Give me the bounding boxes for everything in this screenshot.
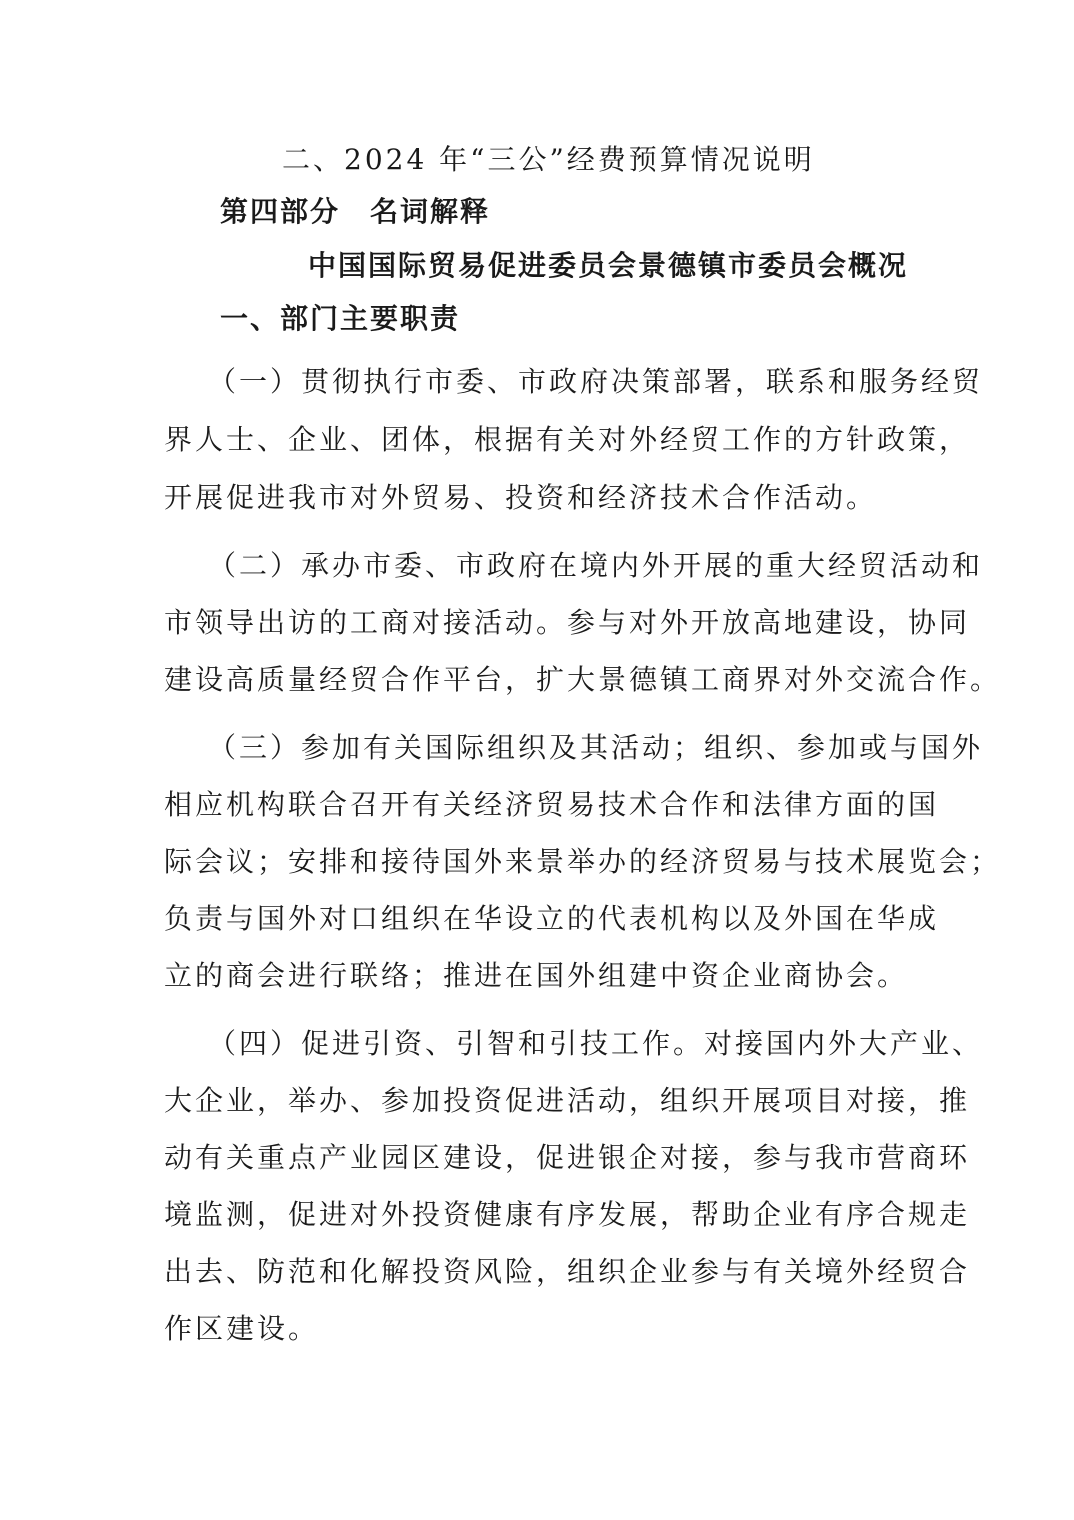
- section-heading: 一、部门主要职责: [220, 302, 461, 335]
- paragraph-3-line-5: 立的商会进行联络；推进在国外组建中资企业商协会。: [164, 959, 909, 992]
- paragraph-2-line-2: 市领导出访的工商对接活动。参与对外开放高地建设，协同: [164, 606, 971, 639]
- paragraph-2-line-1: （二）承办市委、市政府在境内外开展的重大经贸活动和: [208, 549, 984, 582]
- org-title: 中国国际贸易促进委员会景德镇市委员会概况: [308, 249, 909, 282]
- paragraph-4-line-5: 出去、防范和化解投资风险，组织企业参与有关境外经贸合: [164, 1255, 971, 1288]
- paragraph-1-line-2: 界人士、企业、团体，根据有关对外经贸工作的方针政策，: [164, 423, 971, 456]
- paragraph-4-line-3: 动有关重点产业园区建设，促进银企对接，参与我市营商环: [164, 1141, 971, 1174]
- paragraph-1-line-3: 开展促进我市对外贸易、投资和经济技术合作活动。: [164, 481, 878, 514]
- paragraph-1-line-1: （一）贯彻执行市委、市政府决策部署，联系和服务经贸: [208, 365, 984, 398]
- paragraph-4-line-6: 作区建设。: [164, 1312, 320, 1345]
- part-heading: 第四部分 名词解释: [220, 195, 491, 228]
- paragraph-4-line-1: （四）促进引资、引智和引技工作。对接国内外大产业、: [208, 1027, 984, 1060]
- toc-item: 二、2024 年“三公”经费预算情况说明: [282, 143, 815, 176]
- paragraph-3-line-4: 负责与国外对口组织在华设立的代表机构以及外国在华成: [164, 902, 940, 935]
- paragraph-2-line-3: 建设高质量经贸合作平台，扩大景德镇工商界对外交流合作。: [164, 663, 1002, 696]
- paragraph-3-line-1: （三）参加有关国际组织及其活动；组织、参加或与国外: [208, 731, 984, 764]
- paragraph-4-line-4: 境监测，促进对外投资健康有序发展，帮助企业有序合规走: [164, 1198, 971, 1231]
- paragraph-3-line-2: 相应机构联合召开有关经济贸易技术合作和法律方面的国: [164, 788, 940, 821]
- paragraph-4-line-2: 大企业，举办、参加投资促进活动，组织开展项目对接，推: [164, 1084, 971, 1117]
- paragraph-3-line-3: 际会议；安排和接待国外来景举办的经济贸易与技术展览会；: [164, 845, 1002, 878]
